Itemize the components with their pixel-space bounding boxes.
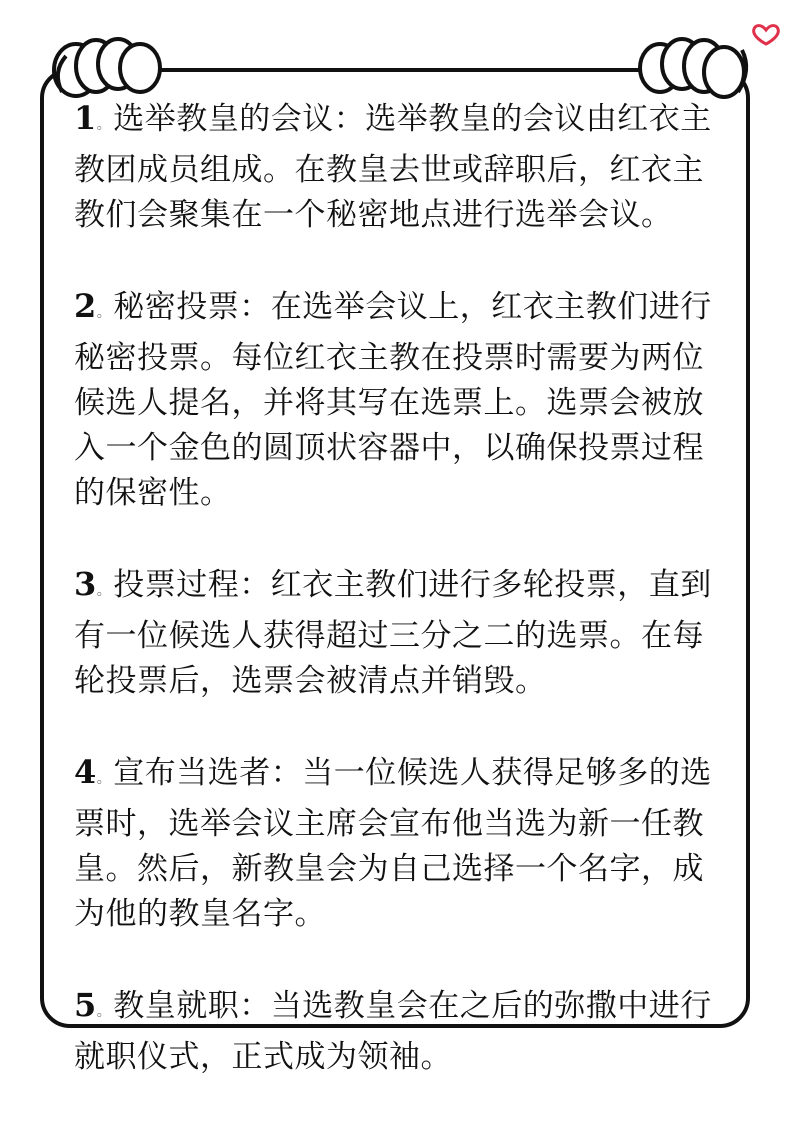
item-number: 2 xyxy=(74,287,97,325)
list-item xyxy=(74,750,724,937)
number-dot: 。 xyxy=(96,305,112,321)
item-text: 当一位候选人获得足够多的选票时，选举会议主席会宣布他当选为新一任教皇。然后，新教皇会为自己选择一个名字，成为他的教皇名字。 xyxy=(74,755,712,932)
item-title: 选举教皇的会议： xyxy=(113,101,366,137)
number-dot: 。 xyxy=(96,771,112,787)
item-text: 选举教皇的会议由红衣主教团成员组成。在教皇去世或辞职后，红衣主教们会聚集在一个秘密地点进行选举会议。 xyxy=(74,101,712,233)
item-title: 秘密投票： xyxy=(113,289,271,325)
item-number: 5 xyxy=(74,986,97,1024)
content-area xyxy=(74,96,724,1126)
number-dot: 。 xyxy=(96,117,112,133)
list-item xyxy=(74,983,724,1080)
number-dot: 。 xyxy=(96,1004,112,1020)
item-text: 红衣主教们进行多轮投票，直到有一位候选人获得超过三分之二的选票。在每轮投票后，选票会被清点并销毁。 xyxy=(74,567,712,699)
item-text: 当选教皇会在之后的弥撒中进行就职仪式，正式成为领袖。 xyxy=(74,988,712,1075)
heart-icon xyxy=(754,26,779,44)
item-text: 在选举会议上，红衣主教们进行秘密投票。每位红衣主教在投票时需要为两位候选人提名，并将其写在选票上。选票会被放入一个金色的圆顶状容器中，以确保投票过程的保密性。 xyxy=(74,289,712,511)
list-item xyxy=(74,562,724,704)
item-number: 3 xyxy=(74,565,97,603)
item-title: 教皇就职： xyxy=(113,988,271,1024)
list-item xyxy=(74,96,724,238)
item-number: 4 xyxy=(74,753,97,791)
list-item xyxy=(74,284,724,516)
number-dot: 。 xyxy=(96,583,112,599)
item-title: 投票过程： xyxy=(113,567,271,603)
item-number: 1 xyxy=(74,99,97,137)
item-title: 宣布当选者： xyxy=(113,755,303,791)
